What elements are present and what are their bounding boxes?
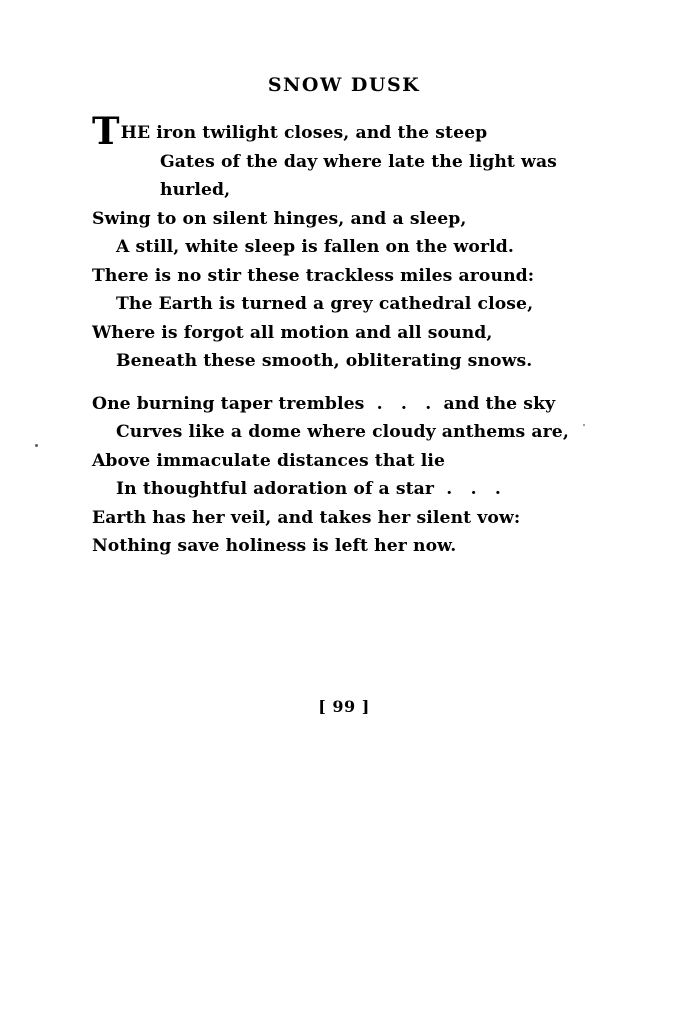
poem-line: Curves like a dome where cloudy anthems are, <box>116 422 569 442</box>
page-number: [ 99 ] <box>318 697 370 716</box>
drop-cap: T <box>92 109 120 153</box>
poem-line-text: HE iron twilight closes, and the steep <box>120 123 488 143</box>
poem-line: Earth has her veil, and takes her silent vow: <box>92 507 521 528</box>
poem-line: In thoughtful adoration of a star . . . <box>116 479 501 499</box>
poem-line: Swing to on silent hinges, and a sleep, <box>92 208 467 229</box>
stanza-1 <box>92 109 612 376</box>
stanza-2 <box>92 390 612 561</box>
poem-line: The Earth is turned a grey cathedral close, <box>116 294 534 314</box>
ink-speck <box>35 444 38 447</box>
poem-line: A still, white sleep is fallen on the world. <box>116 237 514 257</box>
poem-body <box>92 109 612 575</box>
poem-line: Nothing save holiness is left her now. <box>92 536 457 556</box>
poem-line: Beneath these smooth, obliterating snows. <box>116 351 533 371</box>
poem-line: hurled, <box>160 180 231 200</box>
page-title: SNOW DUSK <box>267 74 421 96</box>
poem-line <box>92 109 612 153</box>
poem-line: Gates of the day where late the light was <box>160 151 557 172</box>
ink-speck <box>583 424 585 426</box>
poem-line: There is no stir these trackless miles around: <box>92 265 535 286</box>
poem-line: Where is forgot all motion and all sound, <box>92 322 493 343</box>
poem-line: Above immaculate distances that lie <box>92 450 446 471</box>
poem-line: One burning taper trembles . . . and the sky <box>92 393 556 414</box>
